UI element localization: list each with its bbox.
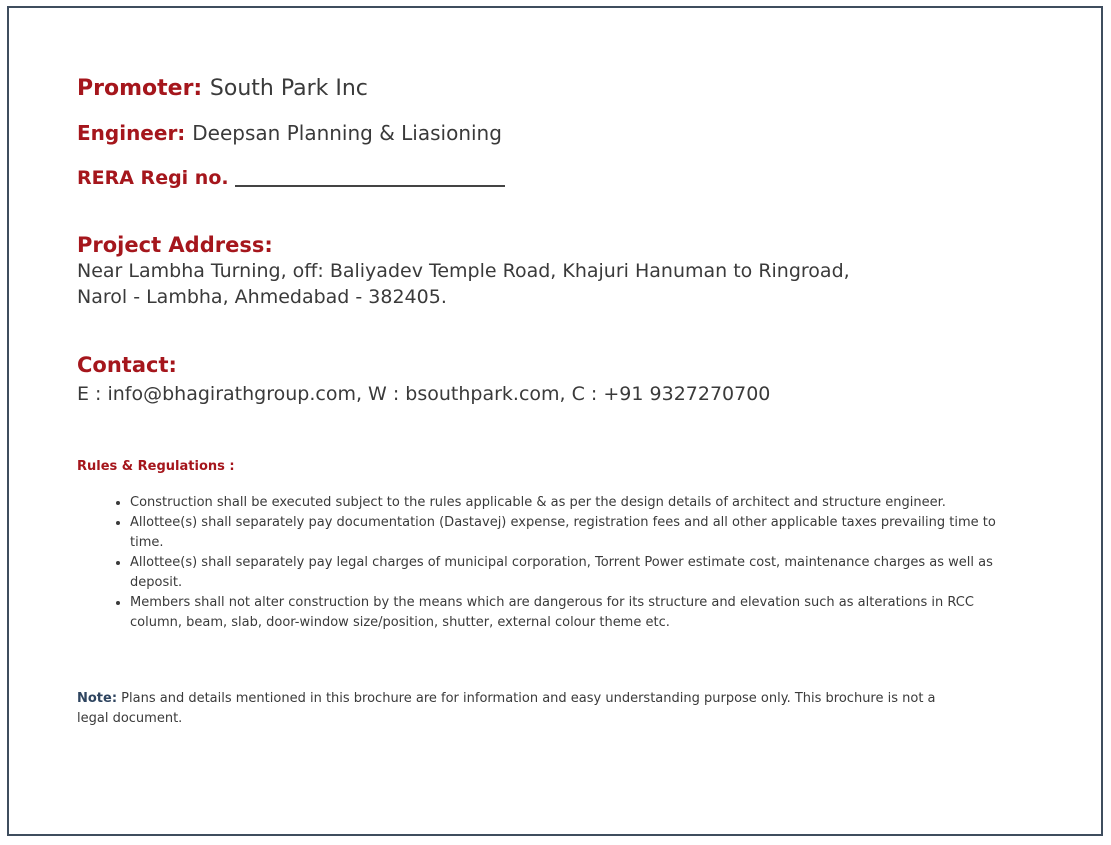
rera-label: RERA Regi no. [77,167,229,189]
engineer-label: Engineer: [77,121,186,145]
address-line-2: Narol - Lambha, Ahmedabad - 382405. [77,286,447,308]
contact-text: E : info@bhagirathgroup.com, W : bsouthpark.com, C : +91 9327270700 [77,383,771,405]
note-label: Note: [77,691,118,706]
rera-line [77,167,505,189]
list-item: • Construction shall be executed subject to the rules applicable & as per the design details of architect and structure engineer. [130,493,1030,513]
rules-label: Rules & Regulations [77,459,225,474]
contact-heading: Contact: [77,353,177,377]
rules-list [77,493,1030,633]
rules-colon: : [224,459,235,474]
list-item: • Allottee(s) shall separately pay legal charges of municipal corporation, Torrent Power estimate cost, maintenance charges as well as deposit. [130,553,1030,593]
list-item: • Members shall not alter construction by the means which are dangerous for its structure and elevation such as alterations in RCC column, beam, slab, door-window size/position, shutter, external colour theme etc. [130,593,1030,633]
note-text: Plans and details mentioned in this brochure are for information and easy understanding purpose only. This brochure is not a legal document. [77,691,936,726]
list-item: • Allottee(s) shall separately pay documentation (Dastavej) expense, registration fees and all other applicable taxes prevailing time to time. [130,513,1030,553]
engineer-line [77,121,502,145]
rera-blank [235,185,505,187]
promoter-line [77,76,368,101]
address-heading: Project Address: [77,233,273,257]
rules-heading [77,459,235,474]
promoter-label: Promoter: [77,76,203,101]
address-line-1: Near Lambha Turning, off: Baliyadev Temple Road, Khajuri Hanuman to Ringroad, [77,260,850,282]
note [77,689,967,729]
promoter-value: South Park Inc [209,76,368,101]
engineer-value: Deepsan Planning & Liasioning [192,121,502,145]
